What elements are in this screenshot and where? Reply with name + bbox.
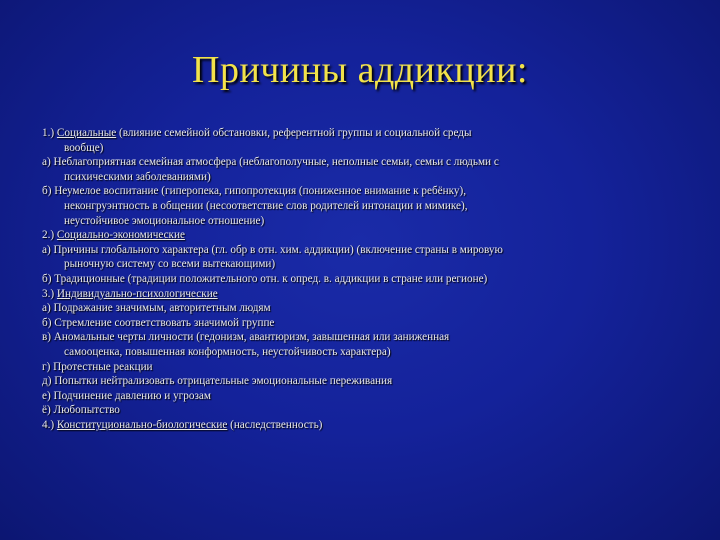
- line-text: самооценка, повышенная конформность, неустойчивость характера): [64, 345, 391, 358]
- text-line: [42, 418, 692, 433]
- text-line: [42, 301, 692, 316]
- text-line: [42, 141, 692, 156]
- line-text: б) Традиционные (традиции положительного отн. к опред. в. аддикции в стране или регионе): [42, 272, 488, 285]
- line-text: а) Неблагоприятная семейная атмосфера (неблагополучные, неполные семьи, семьи с людьми с: [42, 156, 499, 169]
- line-text: 3.): [42, 287, 57, 300]
- line-text: а) Подражание значимым, авторитетным людям: [42, 302, 271, 315]
- line-text: г) Протестные реакции: [42, 360, 153, 373]
- line-text: б) Стремление соответствовать значимой группе: [42, 316, 275, 329]
- text-line: [42, 199, 692, 214]
- line-text: а) Причины глобального характера (гл. обр в отн. хим. аддикции) (включение страны в мировую: [42, 243, 503, 256]
- line-text: 4.): [42, 418, 57, 431]
- line-text: психическими заболеваниями): [64, 170, 211, 183]
- text-line: [42, 184, 692, 199]
- line-text: вообще): [64, 141, 104, 154]
- text-line: [42, 170, 692, 185]
- text-line: [42, 214, 692, 229]
- line-text: ё) Любопытство: [42, 404, 120, 417]
- line-text: неустойчивое эмоциональное отношение): [64, 214, 265, 227]
- text-line: [42, 126, 692, 141]
- line-text: д) Попытки нейтрализовать отрицательные эмоциональные переживания: [42, 375, 393, 388]
- category-heading: Социально-экономические: [56, 229, 185, 242]
- category-heading: Конституционально-биологические: [56, 418, 228, 431]
- text-line: [42, 316, 692, 331]
- text-line: [42, 403, 692, 418]
- text-line: [42, 257, 692, 272]
- line-text: (влияние семейной обстановки, референтной группы и социальной среды: [116, 127, 472, 139]
- line-text: 2.): [42, 229, 57, 242]
- text-line: [42, 374, 692, 389]
- line-text: 1.): [42, 127, 57, 139]
- line-text: (наследственность): [227, 418, 323, 431]
- text-line: [42, 389, 692, 404]
- line-text: е) Подчинение давлению и угрозам: [42, 389, 211, 402]
- category-heading: Социальные: [56, 127, 117, 139]
- text-line: [42, 360, 692, 375]
- text-line: [42, 272, 692, 287]
- text-line: [42, 155, 692, 170]
- text-line: [42, 228, 692, 243]
- line-text: рыночную систему со всеми вытекающими): [64, 258, 276, 271]
- line-text: б) Неумелое воспитание (гиперопека, гипопротекция (пониженное внимание к ребёнку),: [42, 185, 466, 198]
- line-text: неконгруэнтность в общении (несоответствие слов родителей интонации и мимике),: [64, 199, 468, 212]
- line-text: в) Аномальные черты личности (гедонизм, авантюризм, завышенная или заниженная: [42, 331, 450, 344]
- text-line: [42, 345, 692, 360]
- slide-body: [42, 126, 692, 432]
- text-line: [42, 243, 692, 258]
- text-line: [42, 330, 692, 345]
- category-heading: Индивидуально-психологические: [56, 287, 218, 300]
- slide-title: Причины аддикции:: [192, 49, 528, 91]
- text-line: [42, 287, 692, 302]
